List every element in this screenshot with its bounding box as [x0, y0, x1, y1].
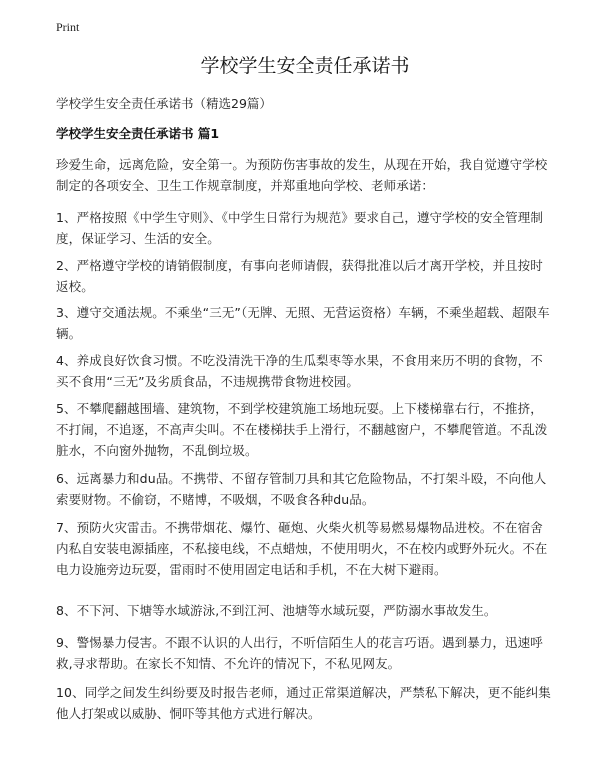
document-subtitle: 学校学生安全责任承诺书（精选29篇） — [56, 96, 272, 111]
paragraph-item-3: 3、遵守交通法规。不乘坐“三无”（无牌、无照、无营运资格）车辆，不乘坐超载、超限车辆。 — [56, 305, 550, 341]
paragraph-item-6: 6、远离暴力和du品。不携带、不留存管制刀具和其它危险物品，不打架斗殴，不向他人索要财物。不偷窃，不赌博，不吸烟，不吸食各种du品。 — [56, 471, 547, 507]
paragraph-item-1: 1、严格按照《中学生守则》、《中学生日常行为规范》要求自己，遵守学校的安全管理制度，保证学习、生活的安全。 — [56, 210, 543, 246]
paragraph-item-7: 7、预防火灾雷击。不携带烟花、爆竹、砸炮、火柴火机等易燃易爆物品进校。不在宿舍内私自安装电源插座，不私接电线，不点蜡烛，不使用明火，不在校内或野外玩火。不在电力设施旁边玩耍，雷雨时不使用固定电话和手机，不在大树下避雨。 — [56, 520, 548, 577]
paragraph-item-10: 10、同学之间发生纠纷要及时报告老师，通过正常渠道解决，严禁私下解决，更不能纠集他人打架或以威胁、恫吓等其他方式进行解决。 — [56, 685, 551, 721]
paragraph-item-5: 5、不攀爬翻越围墙、建筑物，不到学校建筑施工场地玩耍。上下楼梯靠右行，不推挤，不打闹，不追逐，不高声尖叫。不在楼梯扶手上滑行，不翻越窗户，不攀爬管道。不乱泼脏水，不向窗外抛物，不乱倒垃圾。 — [56, 401, 548, 458]
section-heading: 学校学生安全责任承诺书 篇1 — [56, 126, 220, 141]
paragraph-item-9: 9、警惕暴力侵害。不跟不认识的人出行，不听信陌生人的花言巧语。遇到暴力，迅速呼救,寻求帮助。在家长不知情、不允许的情况下，不私见网友。 — [56, 635, 543, 671]
print-label[interactable]: Print — [56, 20, 80, 34]
document-title: 学校学生安全责任承诺书 — [200, 55, 410, 77]
paragraph-item-8: 8、不下河、下塘等水域游泳,不到江河、池塘等水域玩耍，严防溺水事故发生。 — [56, 603, 497, 618]
paragraph-item-4: 4、养成良好饮食习惯。不吃没清洗干净的生瓜梨枣等水果，不食用来历不明的食物，不买不食用“三无”及劣质食品，不违规携带食物进校园。 — [56, 353, 543, 389]
paragraph-item-2: 2、严格遵守学校的请销假制度，有事向老师请假，获得批准以后才离开学校，并且按时返校。 — [56, 258, 543, 294]
intro-paragraph: 珍爱生命，远离危险，安全第一。为预防伤害事故的发生，从现在开始，我自觉遵守学校制定的各项安全、卫生工作规章制度，并郑重地向学校、老师承诺： — [56, 157, 548, 193]
